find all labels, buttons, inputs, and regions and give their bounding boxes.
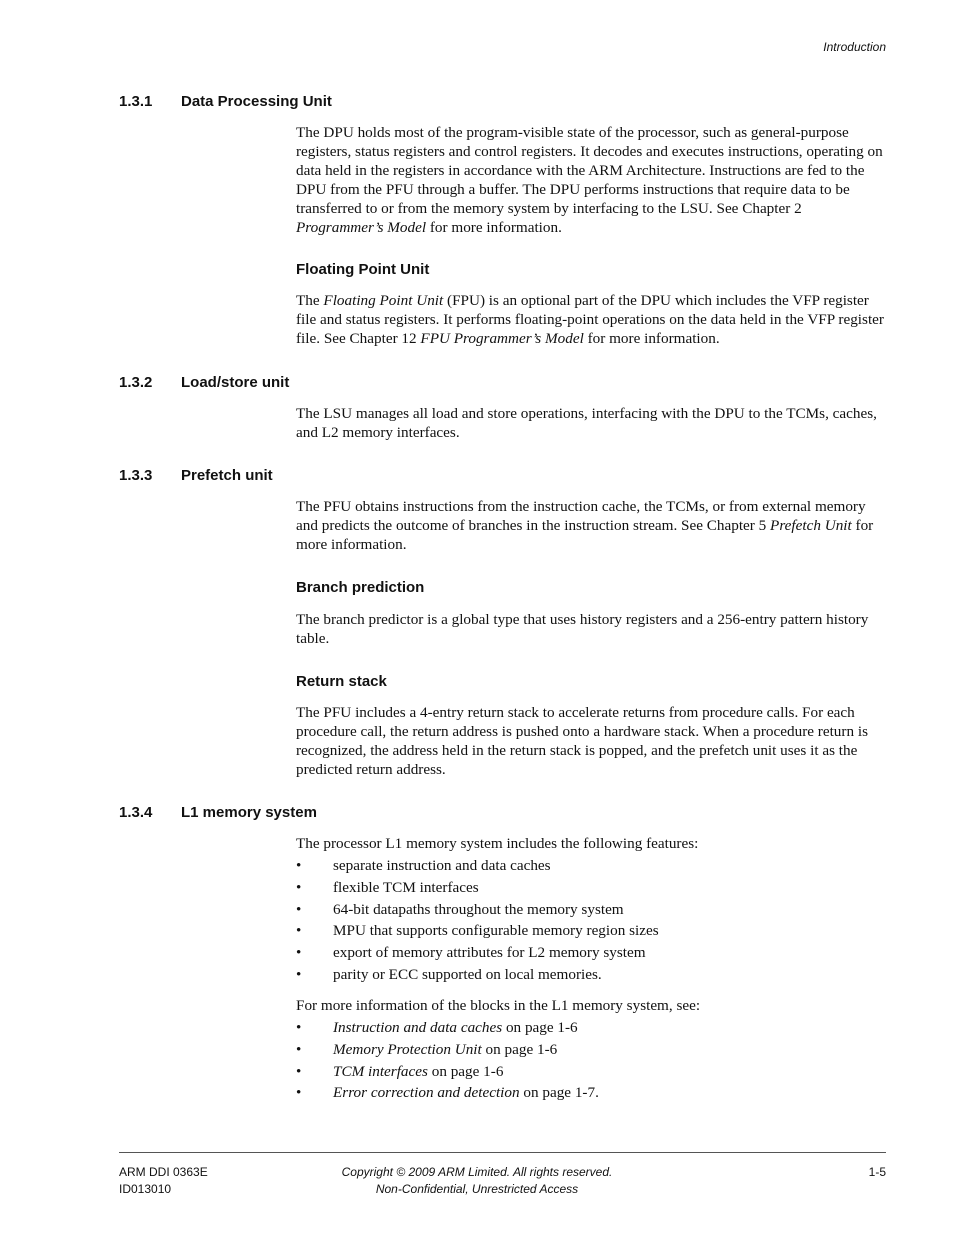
- list-item: • Instruction and data caches on page 1-6: [296, 1019, 578, 1036]
- bullet: •: [296, 965, 302, 983]
- section-title: Load/store unit: [181, 374, 290, 391]
- list-item: • parity or ECC supported on local memories.: [296, 965, 602, 983]
- subheading-branch-prediction: Branch prediction: [296, 579, 425, 596]
- xref-tcm-interfaces[interactable]: TCM interfaces: [333, 1062, 428, 1080]
- lsu-paragraph: The LSU manages all load and store operations, interfacing with the DPU to the TCMs, caches, and L2 memory interfaces.: [296, 405, 877, 441]
- return-stack-paragraph: The PFU includes a 4-entry return stack to accelerate returns from procedure calls. For each procedure call, the return address is pushed onto a hardware stack. When a procedure return is recognized, the address held in the return stack is popped, and the prefetch unit uses it as the predicted return address.: [296, 704, 868, 778]
- issue-id: ID013010: [119, 1182, 172, 1196]
- l1-features-list: [296, 857, 888, 988]
- list-item: • 64-bit datapaths throughout the memory system: [296, 900, 624, 918]
- list-item: • Error correction and detection on page 1-7.: [296, 1084, 599, 1102]
- section-number: 1.3.4: [119, 804, 153, 821]
- list-item: • separate instruction and data caches: [296, 857, 551, 874]
- footer-divider: [119, 1152, 886, 1153]
- xref-error-correction-and-detection[interactable]: Error correction and detection: [333, 1084, 520, 1102]
- section-heading-1-3-1: [119, 93, 332, 110]
- branch-prediction-paragraph: The branch predictor is a global type that uses history registers and a 256-entry pattern history table.: [296, 611, 869, 647]
- section-title: L1 memory system: [181, 804, 317, 821]
- subheading-floating-point-unit: Floating Point Unit: [296, 261, 430, 278]
- bullet: •: [296, 900, 302, 918]
- list-item: • MPU that supports configurable memory region sizes: [296, 922, 659, 940]
- l1-references-list: [296, 1019, 888, 1106]
- dpu-paragraph: The DPU holds most of the program-visible state of the processor, such as general-purpose registers, status registers and control registers. It decodes and executes instructions, operating on data held in the registers in accordance with the ARM Architecture. Instructions are fed to the DPU from the PFU through a buffer. The DPU performs instructions that require data to be transferred to or from the memory system by interfacing to the LSU. See Chapter 2 Programmer’s Model for more information.: [296, 124, 883, 236]
- bullet: •: [296, 1019, 302, 1036]
- section-title: Data Processing Unit: [181, 93, 332, 110]
- copyright-notice: Copyright © 2009 ARM Limited. All rights reserved.: [341, 1165, 613, 1179]
- bullet: •: [296, 944, 302, 962]
- section-number: 1.3.1: [119, 93, 153, 110]
- term-floating-point-unit: Floating Point Unit: [323, 292, 444, 309]
- footer-legal: [0, 1164, 954, 1198]
- xref-memory-protection-unit[interactable]: Memory Protection Unit: [333, 1040, 482, 1058]
- bullet: •: [296, 1062, 302, 1080]
- subheading-return-stack: Return stack: [296, 673, 387, 690]
- section-number: 1.3.2: [119, 374, 153, 391]
- section-number: 1.3.3: [119, 467, 153, 484]
- bullet: •: [296, 1084, 302, 1102]
- fpu-paragraph: The Floating Point Unit (FPU) is an optional part of the DPU which includes the VFP register file and status registers. It performs floating-point operations on the data held in the VFP register file. See Chapter 12 FPU Programmer’s Model for more information.: [296, 292, 884, 347]
- section-heading-1-3-4: [119, 804, 317, 821]
- bullet: •: [296, 1040, 302, 1058]
- section-heading-1-3-2: [119, 374, 289, 391]
- l1-more-info-paragraph: For more information of the blocks in the L1 memory system, see:: [296, 997, 701, 1014]
- xref-instruction-and-data-caches[interactable]: Instruction and data caches: [333, 1019, 503, 1036]
- xref-prefetch-unit[interactable]: Prefetch Unit: [770, 516, 852, 534]
- page-number: 1-5: [868, 1165, 886, 1179]
- bullet: •: [296, 857, 302, 874]
- list-item: • flexible TCM interfaces: [296, 878, 479, 896]
- list-item: • TCM interfaces on page 1-6: [296, 1062, 504, 1080]
- running-header: Introduction: [823, 40, 886, 54]
- pfu-paragraph: The PFU obtains instructions from the instruction cache, the TCMs, or from external memory and predicts the outcome of branches in the instruction stream. See Chapter 5 Prefetch Unit for more information.: [296, 498, 874, 553]
- section-heading-1-3-3: [119, 467, 273, 484]
- list-item: • Memory Protection Unit on page 1-6: [296, 1040, 558, 1058]
- bullet: •: [296, 878, 302, 896]
- section-title: Prefetch unit: [181, 467, 273, 484]
- bullet: •: [296, 922, 302, 940]
- list-item: • export of memory attributes for L2 memory system: [296, 944, 646, 962]
- xref-programmers-model[interactable]: Programmer’s Model: [296, 218, 427, 236]
- doc-id: ARM DDI 0363E: [119, 1165, 208, 1179]
- l1-intro-paragraph: The processor L1 memory system includes the following features:: [296, 835, 699, 852]
- access-notice: Non-Confidential, Unrestricted Access: [375, 1182, 579, 1196]
- xref-fpu-programmers-model[interactable]: FPU Programmer’s Model: [420, 329, 584, 347]
